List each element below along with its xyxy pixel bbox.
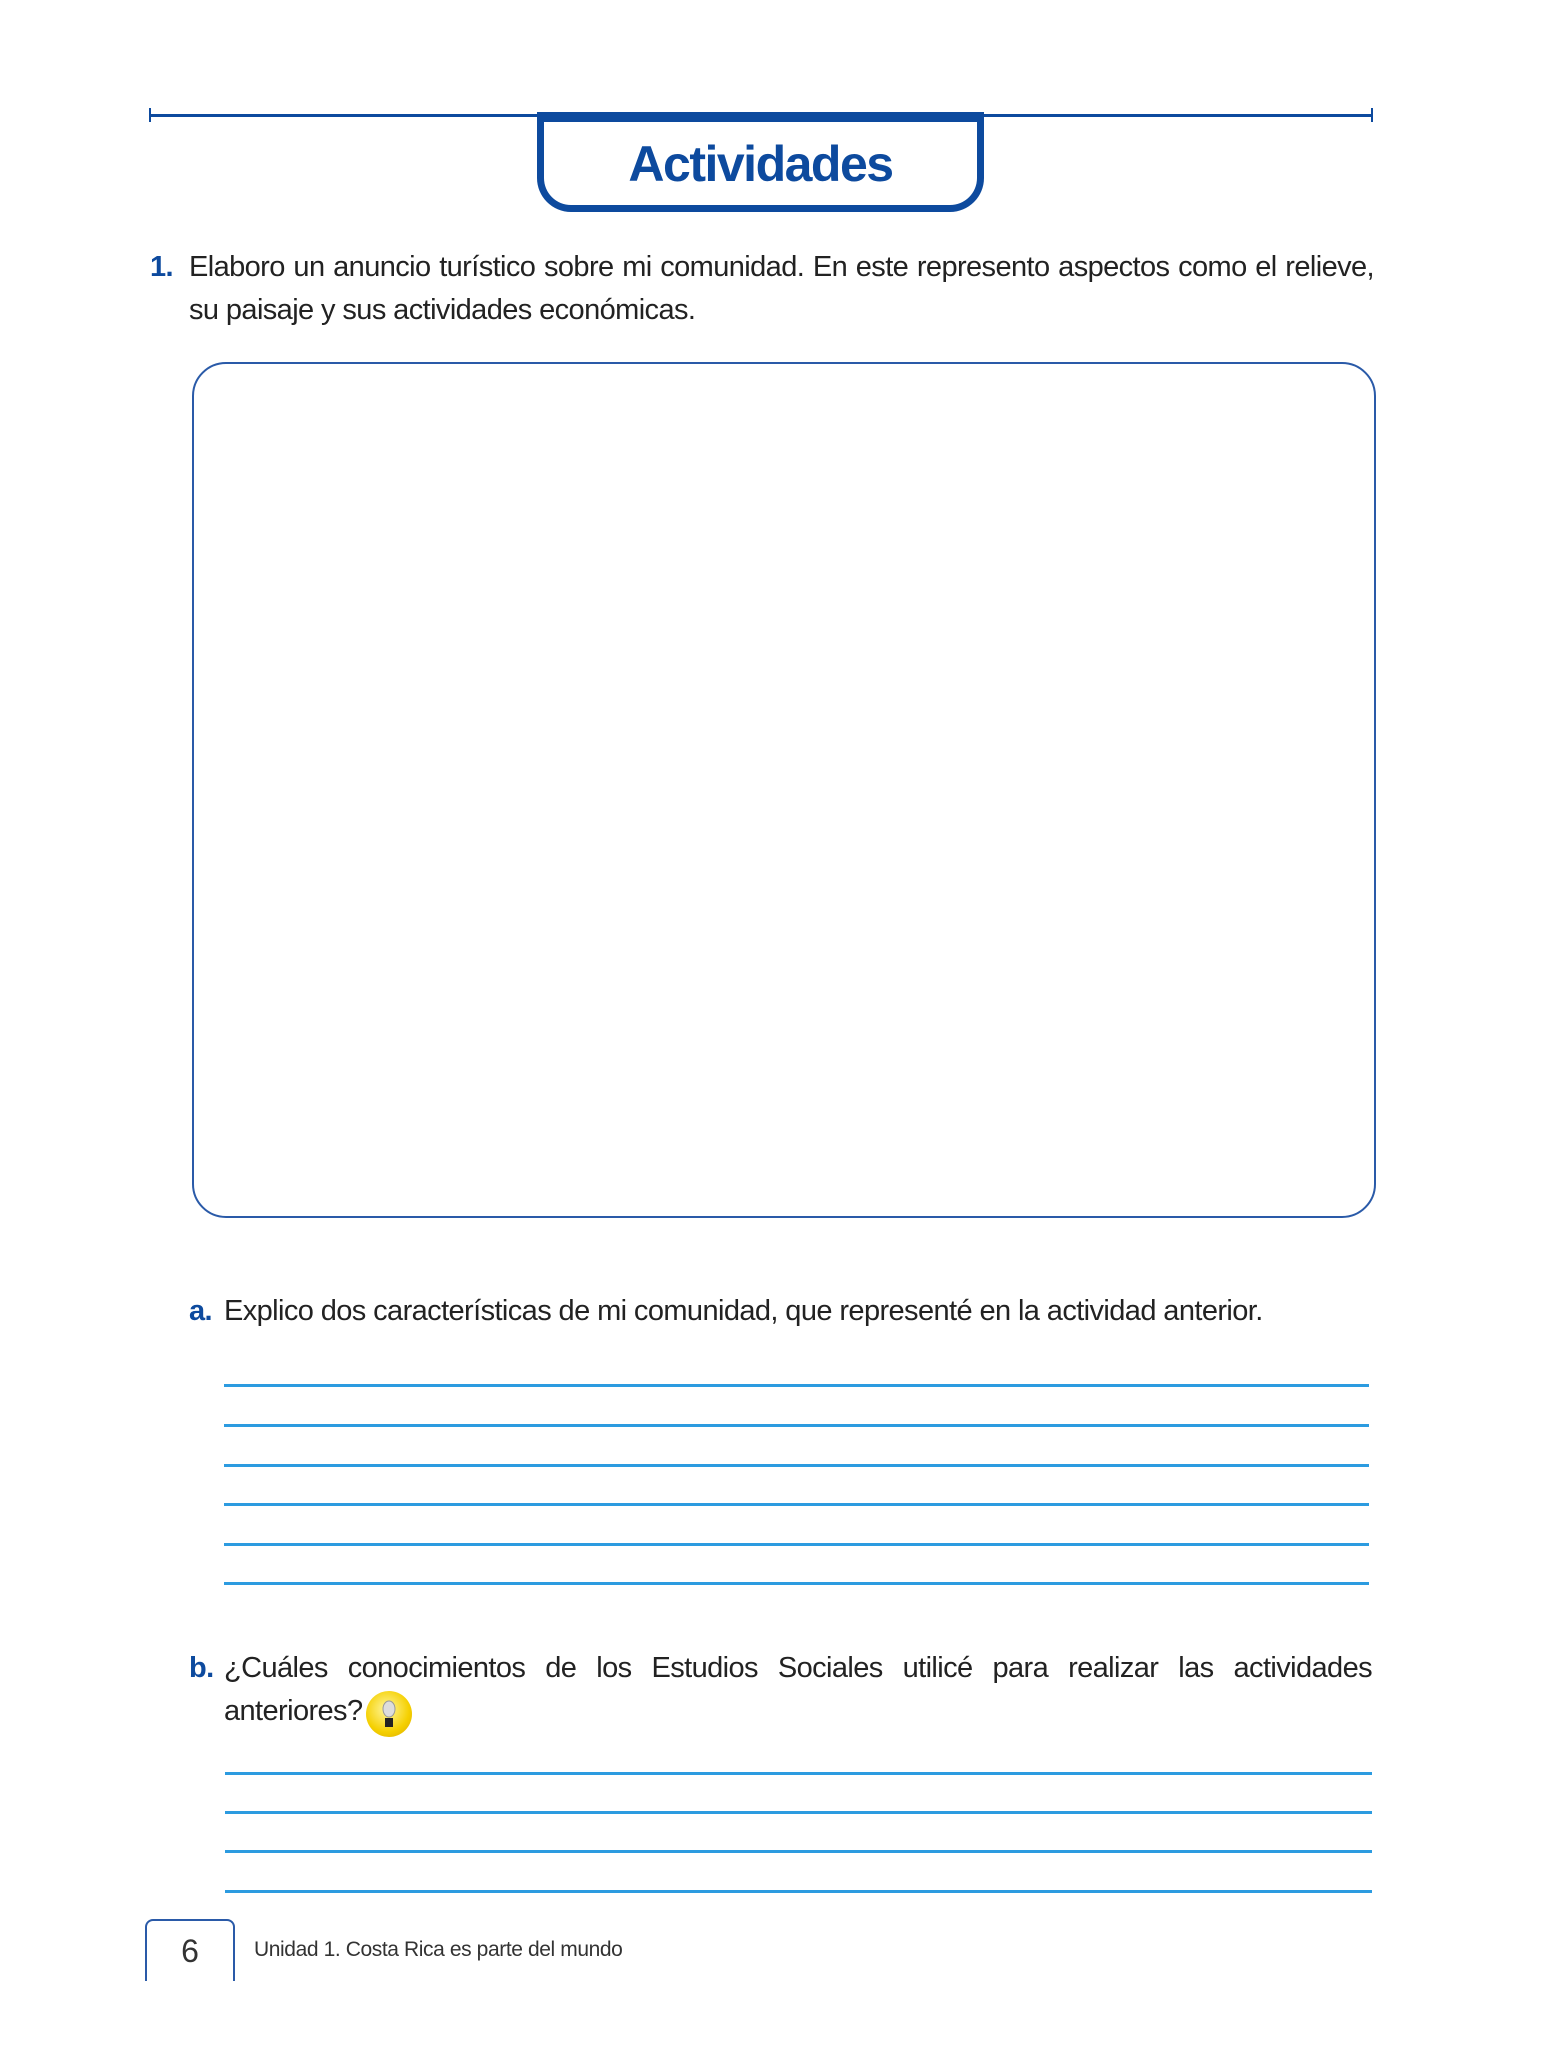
activity-text: Elaboro un anuncio turístico sobre mi comunidad. En este represento aspectos como el relieve, su paisaje y sus actividades económicas. <box>189 251 1374 326</box>
page-number-box <box>145 1919 235 1981</box>
page-number: 6 <box>181 1932 199 1969</box>
answer-line[interactable] <box>224 1384 1369 1387</box>
answer-line[interactable] <box>224 1503 1369 1506</box>
answer-line[interactable] <box>225 1850 1372 1853</box>
section-title: Actividades <box>628 135 893 192</box>
footer-unit-title: Unidad 1. Costa Rica es parte del mundo <box>254 1938 623 1961</box>
activity-1 <box>150 246 1374 332</box>
question-a <box>189 1290 1372 1333</box>
question-a-text: Explico dos características de mi comunidad, que representé en la actividad anterior. <box>224 1295 1263 1327</box>
answer-line[interactable] <box>224 1464 1369 1467</box>
answer-line[interactable] <box>225 1811 1372 1814</box>
answer-line[interactable] <box>225 1772 1372 1775</box>
answer-line[interactable] <box>224 1424 1369 1427</box>
question-a-label: a. <box>189 1295 212 1327</box>
drawing-area[interactable] <box>192 362 1376 1218</box>
header-rule-tick-left <box>149 108 151 122</box>
question-b-label: b. <box>189 1652 214 1684</box>
section-tab <box>537 112 984 212</box>
header-rule-tick-right <box>1371 108 1373 122</box>
activity-number: 1. <box>150 251 173 283</box>
answer-line[interactable] <box>224 1543 1369 1546</box>
answer-line[interactable] <box>224 1582 1369 1585</box>
lightbulb-icon <box>366 1691 412 1737</box>
question-b-text: ¿Cuáles conocimientos de los Estudios Sociales utilicé para realizar las actividades anteriores? <box>224 1652 1372 1727</box>
answer-line[interactable] <box>225 1890 1372 1893</box>
